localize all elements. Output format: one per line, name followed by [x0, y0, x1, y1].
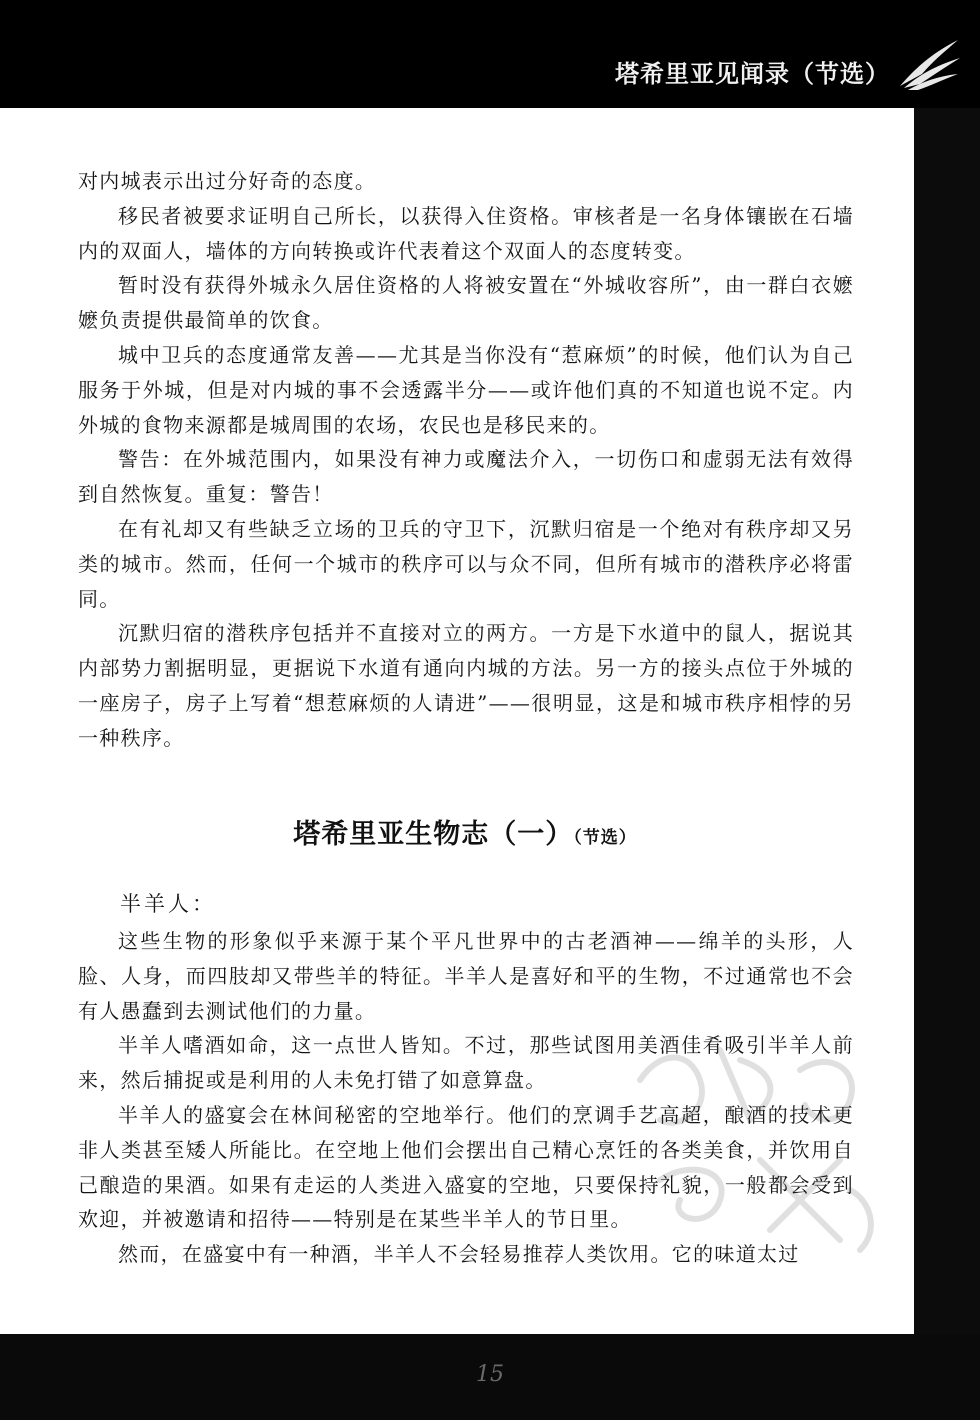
- paragraph: 这些生物的形象似乎来源于某个平凡世界中的古老酒神——绵羊的头形，人脸、人身，而四肢却又带些羊的特征。半羊人是喜好和平的生物，不过通常也不会有人愚蠢到去测试他们的力量。: [78, 929, 854, 1023]
- section-title-suffix: （节选）: [573, 828, 637, 848]
- subhead: 半羊人：: [120, 892, 216, 916]
- paragraph: 警告：在外城范围内，如果没有神力或魔法介入，一切伤口和虚弱无法有效得到自然恢复。重复：警告！: [78, 447, 854, 507]
- paragraph: 半羊人嗜酒如命，这一点世人皆知。不过，那些试图用美酒佳肴吸引半羊人前来，然后捕捉或是利用的人未免打错了如意算盘。: [78, 1033, 854, 1093]
- section-title: [0, 812, 930, 851]
- page-number: 15: [476, 1362, 504, 1387]
- right-page-edge: [914, 108, 980, 1420]
- paragraph: 然而，在盛宴中有一种酒，半羊人不会轻易推荐人类饮用。它的味道太过: [118, 1242, 800, 1267]
- paragraph: 对内城表示出过分好奇的态度。: [78, 169, 377, 193]
- running-title: 塔希里亚见闻录（节选）: [615, 60, 890, 88]
- watermark-seal-icon: [600, 1010, 900, 1280]
- wing-icon: [896, 36, 962, 92]
- section-title-main: 塔希里亚生物志（一）: [293, 819, 574, 850]
- paragraph: 暂时没有获得外城永久居住资格的人将被安置在“外城收容所”，由一群白衣嬷嬷负责提供最简单的饮食。: [78, 273, 854, 333]
- paragraph: 沉默归宿的潜秩序包括并不直接对立的两方。一方是下水道中的鼠人，据说其内部势力割据明显，更据说下水道有通向内城的方法。另一方的接头点位于外城的一座房子，房子上写着“想惹麻烦的人请进”——很明显，这是和城市秩序相悖的另一种秩序。: [78, 621, 854, 750]
- paragraph: 在有礼却又有些缺乏立场的卫兵的守卫下，沉默归宿是一个绝对有秩序却又另类的城市。然而，任何一个城市的秩序可以与众不同，但所有城市的潜秩序必将雷同。: [78, 516, 854, 611]
- paragraph: 半羊人的盛宴会在林间秘密的空地举行。他们的烹调手艺高超，酿酒的技术更非人类甚至矮人所能比。在空地上他们会摆出自己精心烹饪的各类美食，并饮用自己酿造的果酒。如果有走运的人类进入盛宴的空地，只要保持礼貌，一般都会受到欢迎，并被邀请和招待——特别是在某些半羊人的节日里。: [78, 1102, 854, 1232]
- paragraph: 城中卫兵的态度通常友善——尤其是当你没有“惹麻烦”的时候，他们认为自己服务于外城，但是对内城的事不会透露半分——或许他们真的不知道也说不定。内外城的食物来源都是城周围的农场，农民也是移民来的。: [78, 342, 854, 437]
- section-1-text: [78, 164, 854, 756]
- paragraph: 移民者被要求证明自己所长，以获得入住资格。审核者是一名身体镶嵌在石墙内的双面人，墙体的方向转换或许代表着这个双面人的态度转变。: [78, 203, 854, 263]
